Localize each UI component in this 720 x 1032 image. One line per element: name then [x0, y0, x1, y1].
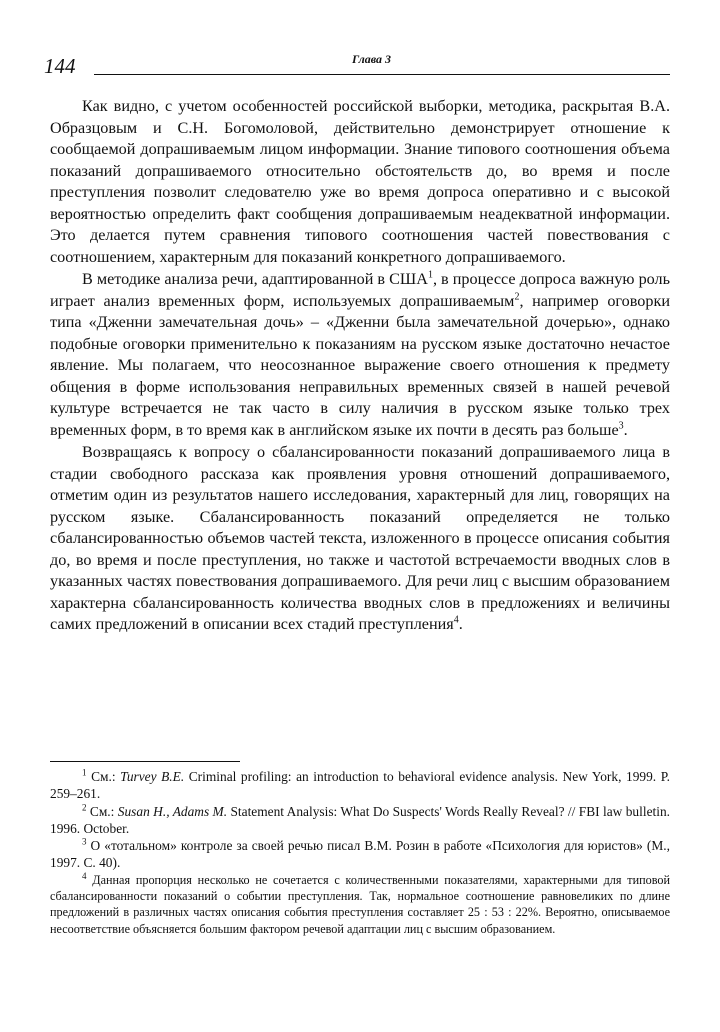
footnote-ref: 4: [453, 614, 459, 626]
footnote-marker: 3: [82, 836, 87, 847]
footnote: [50, 837, 670, 872]
paragraph-text: В методике анализа речи, адаптированной в США: [82, 270, 428, 288]
paragraph-text: , например оговорки типа «Дженни замечательная дочь» – «Дженни была замечательной дочерью», однако подобные оговорки применительно к показаниям на русском языке достаточно нечастое явление. Мы полагаем, что неосознанное выражение своего отношения к предмету общения в форме использования неправильных временных связей в нашей речевой культуре встречается не так часто в силу наличия в русском языке только трех временных форм, в то время как в английском языке их почти в десять раз больше: [50, 291, 670, 439]
main-text: [50, 96, 670, 636]
paragraph-text: .: [458, 615, 463, 633]
footnote-marker: 2: [82, 802, 87, 813]
paragraph: [50, 96, 670, 268]
footnote-ref: 3: [618, 420, 624, 432]
footnote: [50, 768, 670, 803]
page-number: 144: [44, 54, 76, 78]
footnote-text: Statement Analysis: What Do Suspects' Words Really Reveal? // FBI law bulletin. 1996. October.: [50, 803, 670, 836]
paragraph: [50, 269, 670, 441]
paragraph-text: , в процессе допроса важную роль играет анализ временных форм, используемых допрашиваемым: [50, 270, 671, 310]
footnote-text: О «тотальном» контроле за своей речью писал В.М. Розин в работе «Психология для юристов» (М., 1997. С. 40).: [50, 838, 670, 871]
footnote-text: Данная пропорция несколько не сочетается с количественными показателями, характерными для типовой сбалансированности показаний о событии преступления. Так, нормальное соотношение равновеликих по длине предложений в различных частях описания события преступления составляет 25 : 53 : 22%. Вероятно, описываемое несоответствие объясняется большим фактором речевой адаптации лиц с высшим образованием.: [50, 872, 670, 936]
header-rule: [94, 74, 670, 75]
footnote-ref: 1: [427, 269, 433, 281]
paragraph: [50, 442, 670, 636]
footnote-text: Criminal profiling: an introduction to behavioral evidence analysis. New York, 1999. P. 259–261.: [50, 769, 671, 802]
footnote-prefix: См.:: [86, 769, 121, 784]
paragraph-text: .: [623, 420, 628, 439]
footnote-author: Turvey B.E.: [120, 769, 185, 784]
paragraph-text: Возвращаясь к вопросу о сбалансированности показаний допрашиваемого лица в стадии свободного рассказа как проявления уровня отношений допрашиваемого, отметим один из результатов нашего исследования, характерный для лиц, говорящих на русском языке. Сбалансированность показаний определяется не только сбалансированностью объемов частей текста, изложенного в процессе описания события до, во время и после преступления, но также и частотой встречаемости вводных слов в указанных частях повествования допрашиваемого. Для речи лиц с высшим образованием характерна сбалансированность количества вводных слов в предложениях и величины самих предложений в описании всех стадий преступления: [50, 443, 670, 633]
footnote-prefix: См.:: [86, 803, 118, 819]
footnote: [50, 872, 670, 937]
paragraph-text: Как видно, с учетом особенностей российской выборки, методика, раскрытая В.А. Образцовым и С.Н. Богомоловой, действительно демонстрирует отношение к сообщаемой допрашиваемым лицом информации. Знание типового соотношения объема показаний допрашиваемого относительно обстоятельств до, во время и после преступления позволит следователю уже во время допроса оперативно и с высокой вероятностью определить факт сообщения допрашиваемым неадекватной информации. Это делается путем сравнения типового соотношения частей повествования с соотношением, характерным для показаний конкретного допрашиваемого.: [50, 97, 670, 266]
footnote-marker: 4: [82, 870, 87, 881]
footnote-separator: [50, 761, 240, 762]
chapter-title: Глава 3: [352, 52, 392, 66]
footnote: [50, 803, 670, 838]
footnote-marker: 1: [82, 767, 87, 778]
footnotes: [50, 768, 670, 937]
footnote-ref: 2: [514, 291, 520, 303]
footnote-author: Susan H., Adams M.: [117, 803, 228, 819]
running-header: [44, 52, 670, 82]
